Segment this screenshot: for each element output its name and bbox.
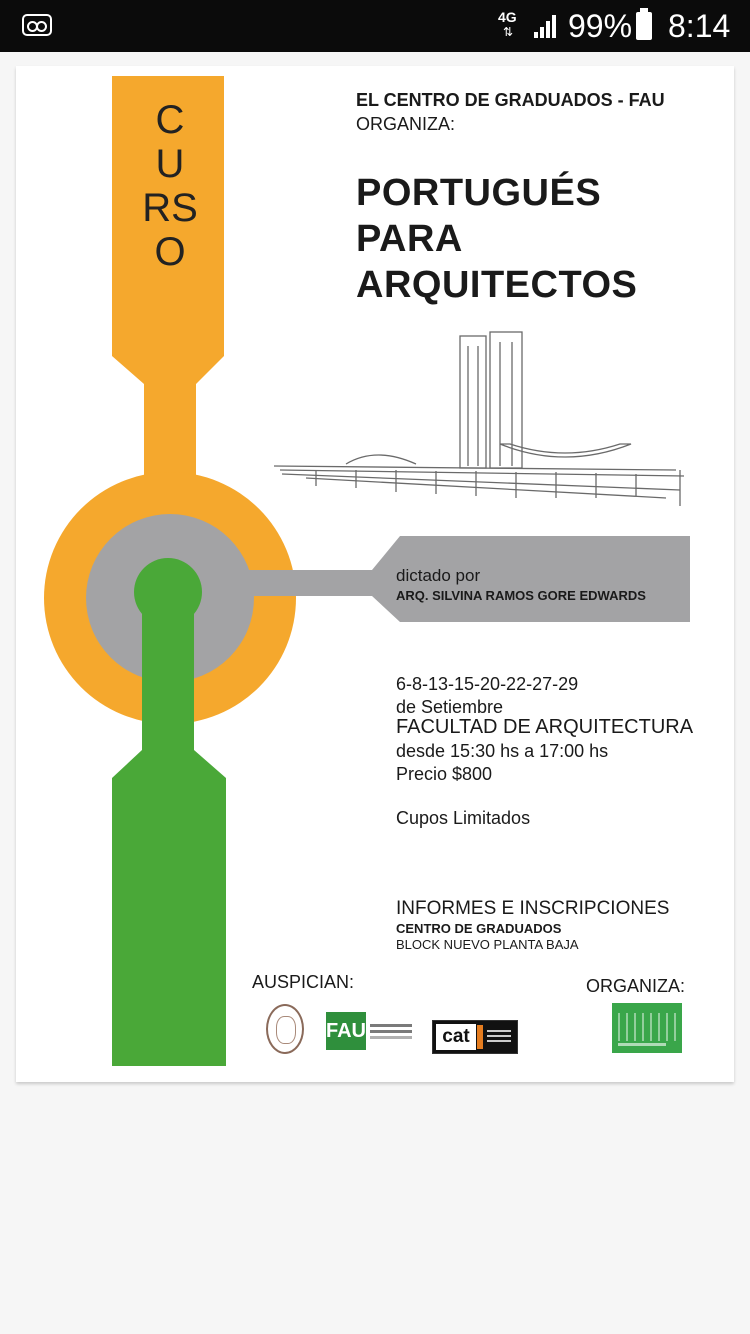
- cat-logo-lines: [487, 1030, 511, 1032]
- signal-icon: [532, 12, 560, 40]
- organizer-footer-label: ORGANIZA:: [586, 976, 686, 996]
- network-type: 4G: [498, 9, 517, 25]
- schedule: desde 15:30 hs a 17:00 hs: [396, 741, 609, 761]
- fau-logo-lines: [370, 1024, 412, 1027]
- university-seal-logo: [266, 1004, 304, 1054]
- battery-icon: [636, 12, 652, 40]
- voicemail-icon: [22, 14, 52, 36]
- info-title: INFORMES E INSCRIPCIONES: [396, 898, 670, 919]
- price: Precio $800: [396, 764, 493, 784]
- title-line: ARQUITECTOS: [356, 264, 638, 306]
- vertical-course-label: CURSO: [142, 98, 198, 274]
- cat-logo-text: cat: [436, 1024, 476, 1050]
- congress-sketch: [274, 332, 684, 506]
- venue: FACULTAD DE ARQUITECTURA: [396, 716, 694, 738]
- data-arrows-icon: ⇅: [503, 25, 514, 39]
- fau-logo-text: FAU: [326, 1012, 366, 1050]
- cat-logo: [432, 1020, 518, 1054]
- course-month: de Setiembre: [396, 697, 504, 717]
- cat-logo-accent: [477, 1025, 483, 1049]
- fau-logo: [326, 1012, 412, 1050]
- course-dates: 6-8-13-15-20-22-27-29: [396, 674, 579, 694]
- title-line: PORTUGUÉS: [356, 172, 602, 214]
- organizer-label: ORGANIZA:: [356, 114, 456, 134]
- info-place: CENTRO DE GRADUADOS: [396, 921, 562, 936]
- battery-percent: 99%: [568, 8, 633, 44]
- course-title: [356, 170, 637, 308]
- availability-note: Cupos Limitados: [396, 808, 531, 828]
- clock: 8:14: [668, 8, 731, 44]
- sponsors-label: AUSPICIAN:: [252, 972, 355, 992]
- status-bar: [0, 0, 750, 52]
- course-poster[interactable]: [16, 66, 734, 1082]
- centro-graduados-logo: [612, 1003, 682, 1053]
- title-line: PARA: [356, 218, 463, 260]
- info-location: BLOCK NUEVO PLANTA BAJA: [396, 937, 579, 952]
- organizer-name: EL CENTRO DE GRADUADOS - FAU: [356, 90, 665, 110]
- instructor-name: ARQ. SILVINA RAMOS GORE EDWARDS: [396, 588, 646, 603]
- dictado-label: dictado por: [396, 566, 481, 585]
